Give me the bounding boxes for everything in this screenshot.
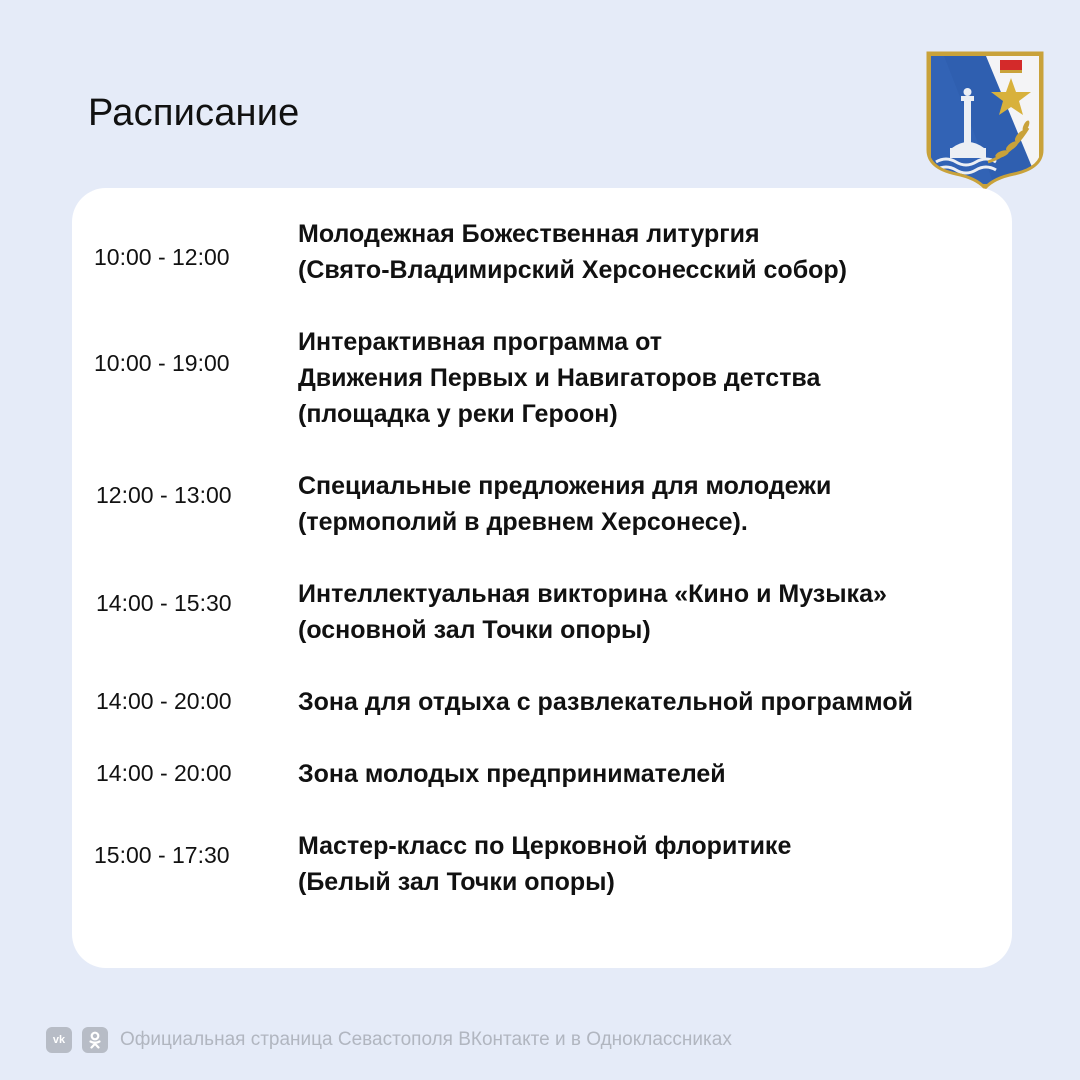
event-line: (термополий в древнем Херсонесе).: [298, 508, 748, 536]
footer: [46, 1026, 732, 1054]
footer-text: Официальная страница Севастополя ВКонтакте и в Одноклассниках: [120, 1029, 732, 1050]
page-title: Расписание: [88, 92, 300, 134]
event-line: Движения Первых и Навигаторов детства: [298, 364, 821, 392]
time-range: 14:00 - 15:30: [96, 590, 232, 616]
event-description: [298, 756, 726, 792]
event-line: Зона для отдыха с развлекательной программой: [298, 688, 913, 716]
event-description: [298, 468, 831, 540]
time-range: 14:00 - 20:00: [96, 688, 232, 714]
event-line: (основной зал Точки опоры): [298, 616, 651, 644]
time-range: 10:00 - 19:00: [94, 350, 230, 376]
event-line: Специальные предложения для молодежи: [298, 472, 832, 500]
vk-icon[interactable]: vk: [46, 1027, 72, 1053]
event-description: [298, 576, 887, 648]
odnoklassniki-icon[interactable]: [82, 1027, 108, 1053]
event-line: Молодежная Божественная литургия: [298, 220, 760, 248]
time-range: 14:00 - 20:00: [96, 760, 232, 786]
event-line: Интеллектуальная викторина «Кино и Музыка»: [298, 580, 887, 608]
event-description: [298, 216, 847, 288]
schedule-card: [72, 188, 1012, 968]
event-line: (площадка у реки Героон): [298, 400, 618, 428]
time-range: 10:00 - 12:00: [94, 244, 230, 270]
event-description: [298, 828, 791, 900]
event-line: Интерактивная программа от: [298, 328, 663, 356]
time-range: 15:00 - 17:30: [94, 842, 230, 868]
event-description: [298, 684, 913, 720]
event-line: (Свято-Владимирский Херсонесский собор): [298, 256, 848, 284]
time-range: 12:00 - 13:00: [96, 482, 232, 508]
event-description: [298, 324, 820, 432]
event-line: Зона молодых предпринимателей: [298, 760, 726, 788]
sevastopol-coat-of-arms-icon: [924, 50, 1046, 190]
event-line: Мастер-класс по Церковной флоритике: [298, 832, 792, 860]
event-line: (Белый зал Точки опоры): [298, 868, 615, 896]
